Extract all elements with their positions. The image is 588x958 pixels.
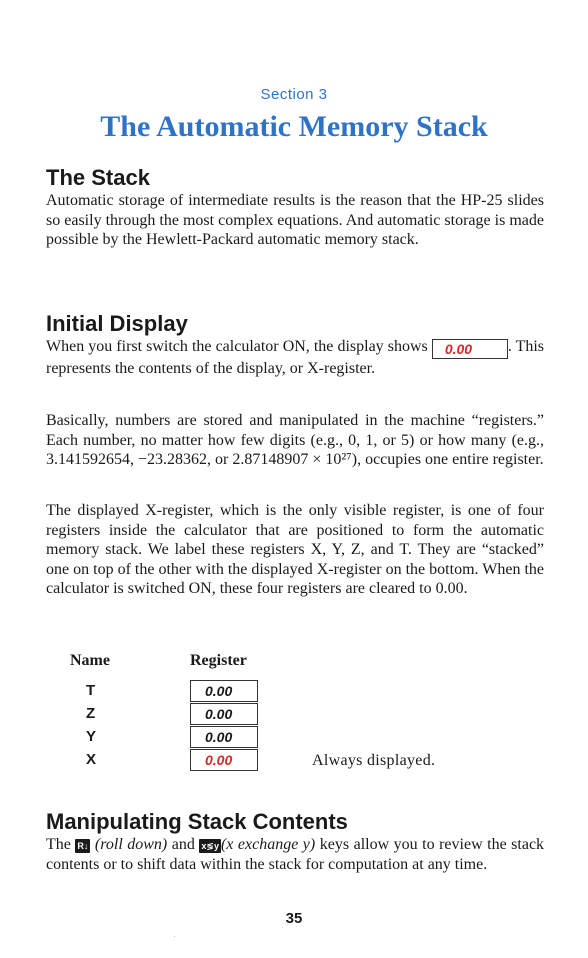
register-cell-z: 0.00 xyxy=(190,703,258,725)
register-cell-x: 0.00 xyxy=(190,749,258,771)
register-name-x: X xyxy=(86,751,97,768)
text-the: The xyxy=(46,836,71,853)
paragraph-the-stack: Automatic storage of intermediate results is the reason that the HP-25 slides so easily through the most complex equations. And automatic storage is made possible by the Hewlett-Packard automatic memory stack. xyxy=(46,192,544,248)
paragraph-initial-display-1 xyxy=(46,337,544,379)
always-displayed-note: Always displayed. xyxy=(312,752,436,769)
register-name-t: T xyxy=(86,682,96,699)
page-number: 35 xyxy=(285,910,303,927)
x-exchange-y-caption: (x exchange y) xyxy=(220,836,316,853)
name-column-header: Name xyxy=(70,652,110,669)
heading-the-stack: The Stack xyxy=(46,165,150,190)
paragraph-registers-basics: Basically, numbers are stored and manipulated in the machine “registers.” Each number, no matter how few digits (e.g., 0, 1, or 5) or how many (e.g., 3.141592654, −23.28362, or 2.87148907 × 10²⁷), occupies one entire register. xyxy=(46,412,544,468)
heading-initial-display: Initial Display xyxy=(46,311,188,336)
register-cell-t: 0.00 xyxy=(190,680,258,702)
paragraph-manipulating-stack xyxy=(46,835,544,874)
initial-display-text-before: When you first switch the calculator ON, the display shows xyxy=(46,338,428,355)
register-cell-y: 0.00 xyxy=(190,726,258,748)
register-name-y: Y xyxy=(86,728,97,745)
text-rest: keys allow you to review the stack contents or to shift data within the stack for computation at any time. xyxy=(46,836,545,873)
text-and: and xyxy=(171,836,195,853)
chapter-title: The Automatic Memory Stack xyxy=(100,110,488,143)
register-column-header: Register xyxy=(190,652,247,669)
register-name-z: Z xyxy=(86,705,96,722)
heading-manipulating-stack: Manipulating Stack Contents xyxy=(46,809,348,834)
roll-down-key-icon: R↓ xyxy=(77,841,89,851)
roll-down-caption: (roll down) xyxy=(94,836,168,853)
scan-speck xyxy=(174,936,175,937)
paragraph-stack-registers: The displayed X-register, which is the only visible register, is one of four registers inside the calculator that are positioned to form the automatic memory stack. We label these registers X, Y, Z, and T. They are “stacked” one on top of the other with the displayed X-register on the bottom. When the calculator is switched ON, these four registers are cleared to 0.00. xyxy=(46,502,544,597)
section-label: Section 3 xyxy=(260,86,328,103)
display-readout-box: 0.00 xyxy=(432,339,508,359)
initial-display-text-after: . This represents the contents of the display, or X-register. xyxy=(46,338,545,377)
x-exchange-y-key-icon: x≶y xyxy=(201,841,219,851)
